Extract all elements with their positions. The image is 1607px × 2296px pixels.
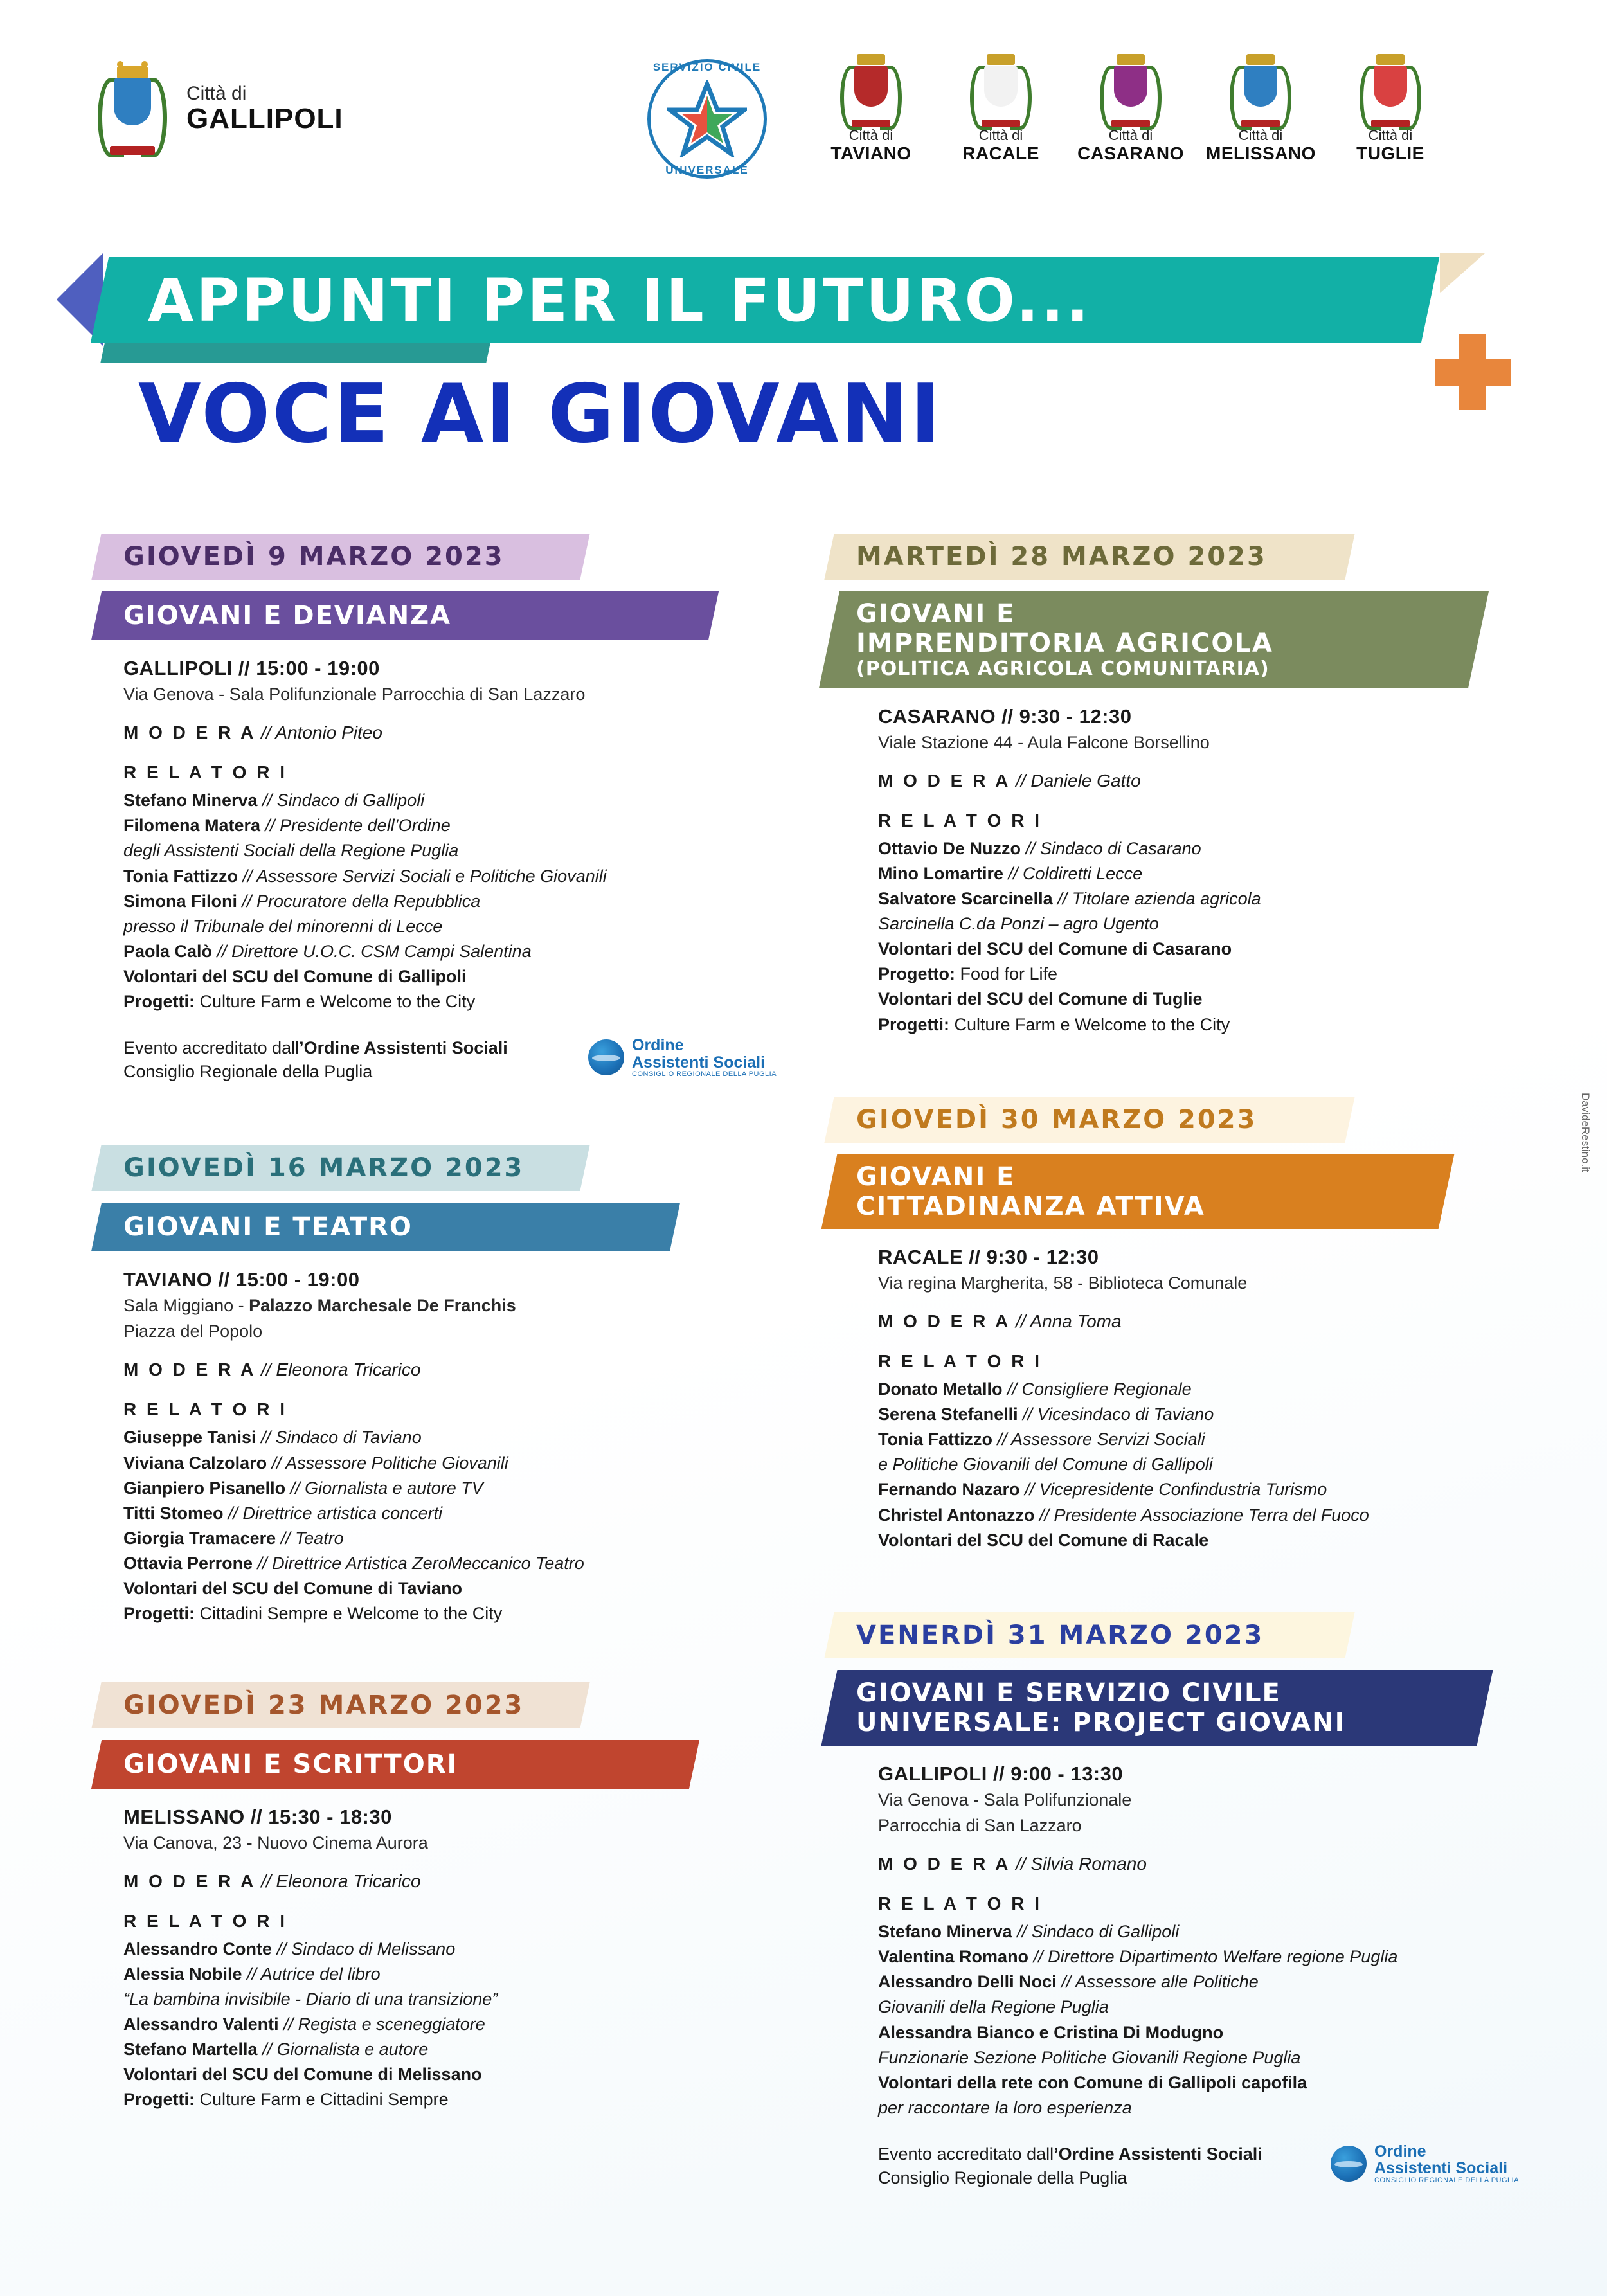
- note-line1-pre: Evento accreditato dall: [123, 1038, 300, 1058]
- event-theme: GIOVANI E CITTADINANZA ATTIVA: [856, 1161, 1205, 1221]
- town-label-big: TAVIANO: [830, 143, 911, 164]
- event-moderator: [123, 1871, 794, 1892]
- list-item: Gianpiero Pisanello // Giornalista e autore TV: [123, 1478, 483, 1498]
- list-item: Stefano Martella // Giornalista e autore: [123, 2040, 429, 2059]
- moderator-name: // Silvia Romano: [1016, 1853, 1147, 1874]
- servizio-civile-universale-logo: [633, 55, 781, 183]
- accreditation-note: [123, 1036, 794, 1083]
- event-body: [829, 688, 1536, 1037]
- list-item: presso il Tribunale del minorenni di Lecce: [123, 916, 443, 936]
- speakers-label: R E L A T O R I: [123, 1910, 287, 1931]
- moderator-name: // Anna Toma: [1016, 1311, 1122, 1331]
- list-item: Giuseppe Tanisi // Sindaco di Taviano: [123, 1428, 422, 1448]
- town-label-big: MELISSANO: [1206, 143, 1316, 164]
- moderator-name: // Daniele Gatto: [1016, 770, 1141, 791]
- accreditation-note: [878, 2142, 1536, 2189]
- gallipoli-label-small: Città di: [186, 83, 247, 105]
- town-crest-icon: [1100, 51, 1162, 127]
- town-label-big: CASARANO: [1077, 143, 1184, 164]
- moderator-label: M O D E R A: [878, 1853, 1011, 1874]
- event-body: [96, 640, 794, 1083]
- event-moderator: [878, 1854, 1536, 1874]
- event-date-bar: [96, 1682, 794, 1728]
- event-block: [96, 1145, 794, 1626]
- event-place: MELISSANO // 15:30 - 18:30: [123, 1805, 392, 1828]
- ordine-assistenti-sociali-badge: [588, 1032, 781, 1082]
- event-block: [829, 1097, 1536, 1553]
- event-place: GALLIPOLI // 9:00 - 13:30: [878, 1762, 1124, 1785]
- list-item: Funzionarie Sezione Politiche Giovanili Regione Puglia: [878, 2047, 1301, 2067]
- list-item: Simona Filoni // Procuratore della Repubblica: [123, 891, 481, 911]
- town-crest-icon: [1230, 51, 1291, 127]
- town-crest-icon: [840, 51, 902, 127]
- badge-line3: CONSIGLIO REGIONALE DELLA PUGLIA: [632, 1070, 777, 1078]
- list-item: Stefano Minerva // Sindaco di Gallipoli: [878, 1921, 1180, 1941]
- event-theme: GIOVANI E TEATRO: [123, 1212, 413, 1242]
- list-item: Filomena Matera // Presidente dell’Ordine: [123, 816, 451, 836]
- event-block: [96, 1682, 794, 2113]
- moderator-label: M O D E R A: [123, 1359, 256, 1380]
- speakers-list: [878, 836, 1536, 1037]
- list-item: Alessandro Valenti // Regista e sceneggiatore: [123, 2014, 485, 2034]
- poster-title-line2: VOCE AI GIOVANI: [138, 366, 942, 461]
- list-item: Fernando Nazaro // Vicepresidente Confindustria Turismo: [878, 1480, 1327, 1500]
- note-line1-bold: ’Ordine Assistenti Sociali: [1054, 2144, 1262, 2164]
- event-block: [829, 1612, 1536, 2189]
- event-date: GIOVEDÌ 9 MARZO 2023: [123, 542, 505, 571]
- list-item: Alessia Nobile // Autrice del libro: [123, 1964, 381, 1984]
- moderator-name: // Eleonora Tricarico: [261, 1870, 421, 1891]
- event-theme-bar: [829, 1670, 1536, 1746]
- list-item: Viviana Calzolaro // Assessore Politiche Giovanili: [123, 1453, 508, 1473]
- speakers-label: R E L A T O R I: [878, 1350, 1042, 1371]
- event-place: CASARANO // 9:30 - 12:30: [878, 704, 1132, 728]
- town-logo: [1206, 51, 1315, 164]
- town-crest-icon: [970, 51, 1032, 127]
- partner-towns: [816, 51, 1445, 164]
- list-item: per raccontare la loro esperienza: [878, 2097, 1132, 2117]
- list-item: Tonia Fattizzo // Assessore Servizi Sociali e Politiche Giovanili: [123, 866, 607, 886]
- credit-text: DavideRestino.it: [1579, 1093, 1592, 1172]
- list-item: Progetti: Cittadini Sempre e Welcome to the City: [123, 1604, 503, 1624]
- list-item: Giorgia Tramacere // Teatro: [123, 1528, 344, 1548]
- event-theme-bar: [96, 1740, 794, 1789]
- list-item: Volontari della rete con Comune di Gallipoli capofila: [878, 2072, 1307, 2092]
- event-theme-bar: [96, 591, 794, 640]
- badge-line1: Ordine: [632, 1036, 684, 1055]
- note-line2: Consiglio Regionale della Puglia: [123, 1061, 373, 1081]
- event-date: GIOVEDÌ 16 MARZO 2023: [123, 1153, 525, 1183]
- event-venue-2: Piazza del Popolo: [123, 1322, 263, 1341]
- list-item: Tonia Fattizzo // Assessore Servizi Sociali: [878, 1430, 1205, 1449]
- speakers-label: R E L A T O R I: [878, 810, 1042, 830]
- town-logo: [1076, 51, 1185, 164]
- event-venue: Via Genova - Sala Polifunzionale Parrocchia di San Lazzaro: [123, 685, 586, 704]
- event-venue: Via regina Margherita, 58 - Biblioteca Comunale: [878, 1273, 1248, 1293]
- list-item: Volontari del SCU del Comune di Casarano: [878, 939, 1232, 959]
- event-theme: GIOVANI E SERVIZIO CIVILE UNIVERSALE: PROJECT GIOVANI: [856, 1678, 1346, 1737]
- event-theme-bar: [829, 591, 1536, 688]
- speakers-list: [878, 1377, 1536, 1553]
- list-item: Giovanili della Regione Puglia: [878, 1997, 1109, 2017]
- scu-label-top: SERVIZIO CIVILE: [652, 61, 762, 73]
- gallipoli-logo: [96, 61, 343, 156]
- event-date-bar: [96, 1145, 794, 1191]
- speakers-list: [123, 1425, 794, 1626]
- event-theme: GIOVANI E DEVIANZA: [123, 601, 452, 631]
- town-logo: [1336, 51, 1445, 164]
- list-item: Donato Metallo // Consigliere Regionale: [878, 1379, 1192, 1399]
- event-moderator: [123, 722, 794, 743]
- gallipoli-label-big: GALLIPOLI: [186, 102, 343, 134]
- moderator-name: // Antonio Piteo: [261, 722, 382, 743]
- note-line1-pre: Evento accreditato dall: [878, 2144, 1054, 2164]
- town-label-small: Città di: [848, 127, 893, 143]
- event-theme-sub: (POLITICA AGRICOLA COMUNITARIA): [856, 658, 1270, 680]
- speakers-label: R E L A T O R I: [123, 762, 287, 783]
- town-label-small: Città di: [1368, 127, 1413, 143]
- list-item: Sarcinella C.da Ponzi – agro Ugento: [878, 914, 1159, 934]
- event-date: MARTEDÌ 28 MARZO 2023: [856, 542, 1267, 571]
- event-body: [96, 1251, 794, 1626]
- event-place: TAVIANO // 15:00 - 19:00: [123, 1268, 360, 1291]
- event-venue: Via Genova - Sala Polifunzionale: [878, 1789, 1132, 1809]
- list-item: Ottavia Perrone // Direttrice Artistica ZeroMeccanico Teatro: [123, 1554, 584, 1574]
- list-item: Mino Lomartire // Coldiretti Lecce: [878, 863, 1143, 883]
- moderator-label: M O D E R A: [878, 770, 1011, 791]
- badge-line2: Assistenti Sociali: [1374, 2159, 1508, 2178]
- event-theme: GIOVANI E IMPRENDITORIA AGRICOLA (POLITICA AGRICOLA COMUNITARIA): [856, 599, 1273, 680]
- list-item: Volontari del SCU del Comune di Gallipoli: [123, 967, 467, 987]
- list-item: Progetto: Food for Life: [878, 964, 1058, 984]
- speakers-list: [878, 1919, 1536, 2121]
- event-theme-bar: [829, 1154, 1536, 1229]
- moderator-label: M O D E R A: [123, 1870, 256, 1891]
- event-body: [829, 1229, 1536, 1553]
- speakers-list: [123, 788, 794, 1014]
- event-date-bar: [96, 534, 794, 580]
- list-item: “La bambina invisibile - Diario di una transizione”: [123, 1989, 498, 2009]
- event-date-bar: [829, 1097, 1536, 1143]
- event-venue: Viale Stazione 44 - Aula Falcone Borsellino: [878, 732, 1210, 752]
- list-item: Paola Calò // Direttore U.O.C. CSM Campi Salentina: [123, 941, 532, 961]
- badge-line3: CONSIGLIO REGIONALE DELLA PUGLIA: [1374, 2176, 1520, 2184]
- scu-label-bottom: UNIVERSALE: [665, 164, 749, 176]
- globe-icon: [1331, 2146, 1367, 2182]
- event-body: [829, 1746, 1536, 2189]
- moderator-name: // Eleonora Tricarico: [261, 1359, 421, 1380]
- speakers-label: R E L A T O R I: [123, 1399, 287, 1420]
- town-label-small: Città di: [978, 127, 1023, 143]
- event-date: GIOVEDÌ 30 MARZO 2023: [856, 1104, 1257, 1135]
- badge-line1: Ordine: [1374, 2142, 1426, 2161]
- event-moderator: [878, 1311, 1536, 1332]
- event-date: GIOVEDÌ 23 MARZO 2023: [123, 1690, 525, 1720]
- list-item: Progetti: Culture Farm e Welcome to the City: [878, 1014, 1230, 1034]
- list-item: Stefano Minerva // Sindaco di Gallipoli: [123, 791, 425, 811]
- note-line2: Consiglio Regionale della Puglia: [878, 2167, 1127, 2187]
- list-item: Alessandro Conte // Sindaco di Melissano: [123, 1939, 456, 1959]
- moderator-label: M O D E R A: [878, 1311, 1011, 1331]
- town-crest-icon: [1360, 51, 1421, 127]
- town-label-big: RACALE: [962, 143, 1039, 164]
- gallipoli-city-name: [186, 84, 343, 134]
- town-logo: [816, 51, 926, 164]
- event-moderator: [123, 1359, 794, 1380]
- event-body: [96, 1789, 794, 2113]
- speakers-list: [123, 1937, 794, 2113]
- town-label-small: Città di: [1238, 127, 1283, 143]
- badge-line2: Assistenti Sociali: [632, 1053, 766, 1072]
- list-item: Valentina Romano // Direttore Dipartimento Welfare regione Puglia: [878, 1947, 1398, 1967]
- poster-title-line1: APPUNTI PER IL FUTURO...: [148, 265, 1091, 335]
- moderator-label: M O D E R A: [123, 722, 256, 743]
- event-venue-2: Parrocchia di San Lazzaro: [878, 1815, 1082, 1835]
- list-item: Alessandro Delli Noci // Assessore alle Politiche: [878, 1972, 1259, 1992]
- town-label-small: Città di: [1108, 127, 1153, 143]
- event-date-bar: [829, 534, 1536, 580]
- event-place: RACALE // 9:30 - 12:30: [878, 1245, 1099, 1268]
- town-logo: [946, 51, 1055, 164]
- event-venue: Sala Miggiano - Palazzo Marchesale De Franchis: [123, 1296, 516, 1316]
- events-column-left: [96, 534, 794, 2135]
- event-date: VENERDÌ 31 MARZO 2023: [856, 1620, 1264, 1650]
- event-moderator: [878, 771, 1536, 791]
- town-label-big: TUGLIE: [1356, 143, 1424, 164]
- event-place: GALLIPOLI // 15:00 - 19:00: [123, 657, 380, 679]
- list-item: Titti Stomeo // Direttrice artistica concerti: [123, 1503, 443, 1523]
- event-block: [96, 534, 794, 1083]
- list-item: e Politiche Giovanili del Comune di Gallipoli: [878, 1455, 1213, 1475]
- events-column-right: [829, 534, 1536, 2211]
- gallipoli-crest-icon: [96, 61, 168, 156]
- list-item: Volontari del SCU del Comune di Melissano: [123, 2065, 482, 2085]
- triangle-decoration: [1440, 253, 1485, 293]
- event-theme: GIOVANI E SCRITTORI: [123, 1749, 458, 1779]
- event-theme-bar: [96, 1203, 794, 1251]
- header: [0, 26, 1607, 219]
- event-block: [829, 534, 1536, 1037]
- speakers-label: R E L A T O R I: [878, 1893, 1042, 1914]
- list-item: Volontari del SCU del Comune di Tuglie: [878, 989, 1203, 1009]
- event-date-bar: [829, 1612, 1536, 1658]
- ordine-assistenti-sociali-badge: [1331, 2139, 1523, 2189]
- list-item: Volontari del SCU del Comune di Racale: [878, 1530, 1209, 1550]
- event-venue: Via Canova, 23 - Nuovo Cinema Aurora: [123, 1833, 428, 1852]
- globe-icon: [588, 1039, 624, 1075]
- list-item: Progetti: Culture Farm e Welcome to the City: [123, 992, 476, 1012]
- list-item: Progetti: Culture Farm e Cittadini Sempre: [123, 2090, 449, 2110]
- list-item: Volontari del SCU del Comune di Taviano: [123, 1579, 463, 1599]
- list-item: Alessandra Bianco e Cristina Di Modugno: [878, 2022, 1224, 2042]
- list-item: Salvatore Scarcinella // Titolare azienda agricola: [878, 888, 1261, 908]
- list-item: degli Assistenti Sociali della Regione Puglia: [123, 841, 459, 861]
- title-block: [0, 238, 1607, 508]
- note-line1-bold: ’Ordine Assistenti Sociali: [299, 1038, 508, 1058]
- title-shadow-decoration: [100, 341, 490, 363]
- list-item: Ottavio De Nuzzo // Sindaco di Casarano: [878, 838, 1201, 858]
- list-item: Christel Antonazzo // Presidente Associazione Terra del Fuoco: [878, 1505, 1369, 1525]
- list-item: Serena Stefanelli // Vicesindaco di Taviano: [878, 1404, 1214, 1424]
